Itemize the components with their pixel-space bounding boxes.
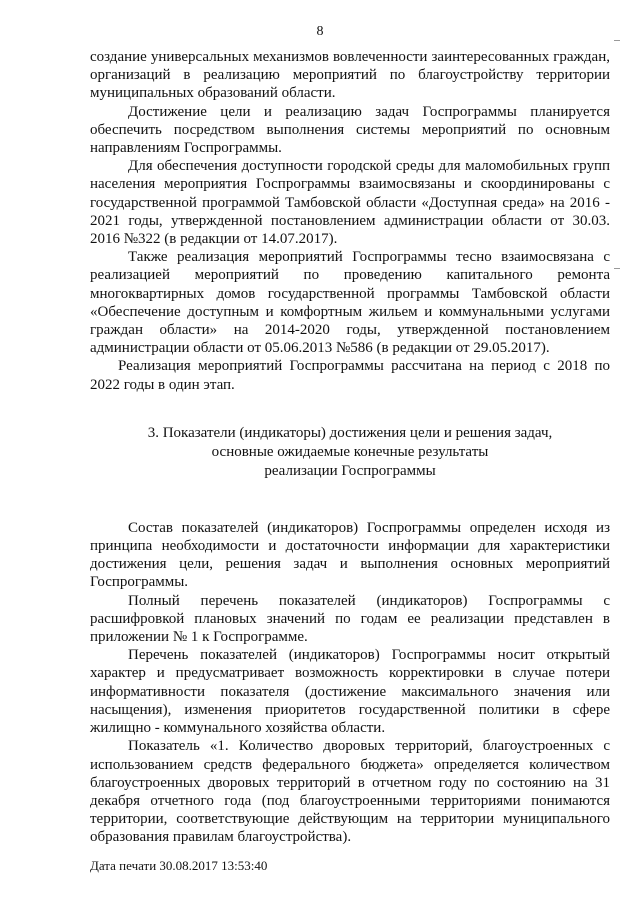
paragraph: Реализация мероприятий Госпрограммы рассчитана на период с 2018 по 2022 годы в один этап. <box>90 358 610 393</box>
section-heading-line: реализации Госпрограммы <box>264 462 436 479</box>
document-body <box>90 48 610 847</box>
paragraph: создание универсальных механизмов вовлеченности заинтересованных граждан, организаций в реализацию мероприятий по благоустройству территории муниципальных образований области. <box>90 49 610 102</box>
section-heading-line: 3. Показатели (индикаторы) достижения цели и решения задач, <box>147 424 553 441</box>
paragraph: Для обеспечения доступности городской среды для маломобильных групп населения мероприятия Госпрограммы взаимосвязаны и скоординированы с государственной программой Тамбовской области «Доступная среда» на 2016 - 2021 годы, утвержденной постановлением администрации области от 30.03. 2016 №322 (в редакции от 14.07.2017). <box>90 158 610 248</box>
section-heading <box>90 424 610 481</box>
paragraph: Перечень показателей (индикаторов) Госпрограммы носит открытый характер и предусматривает возможность корректировки в случае потери информативности показателя (достижение максимального значения или насыщения), изменения приоритетов государственной политики в сфере жилищно - коммунального хозяйства области. <box>90 647 610 737</box>
paragraph: Полный перечень показателей (индикаторов) Госпрограммы с расшифровкой плановых значений по годам ее реализации представлен в приложении № 1 к Госпрограмме. <box>90 592 610 646</box>
margin-mark <box>614 268 620 269</box>
paragraph: Показатель «1. Количество дворовых территорий, благоустроенных с использованием средств федерального бюджета» определяется количеством благоустроенных дворовых территорий в отчетном году по состоянию на 31 декабря отчетного года (под благоустроенными территориями понимаются территории, соответствующие действующим на территории муниципального образования правилам благоустройства). <box>90 738 610 846</box>
print-date-footer: Дата печати 30.08.2017 13:53:40 <box>90 858 268 873</box>
section-heading-line: основные ожидаемые конечные результаты <box>211 443 489 460</box>
paragraph: Достижение цели и реализацию задач Госпрограммы планируется обеспечить посредством выполнения системы мероприятий по основным направлениям Госпрограммы. <box>90 103 610 157</box>
paragraph: Состав показателей (индикаторов) Госпрограммы определен исходя из принципа необходимости и достаточности информации для характеристики достижения цели, решения задач и выполнения основных мероприятий Госпрограммы. <box>90 519 610 591</box>
page-number: 8 <box>316 24 324 39</box>
paragraph: Также реализация мероприятий Госпрограммы тесно взаимосвязана с реализацией мероприятий по проведению капитального ремонта многоквартирных домов государственной программы Тамбовской области «Обеспечение доступным и комфортным жильем и коммунальными услугами граждан области» на 2014-2020 годы, утвержденной постановлением администрации области от 05.06.2013 №586 (в редакции от 29.05.2017). <box>90 249 610 357</box>
margin-mark <box>614 40 620 41</box>
